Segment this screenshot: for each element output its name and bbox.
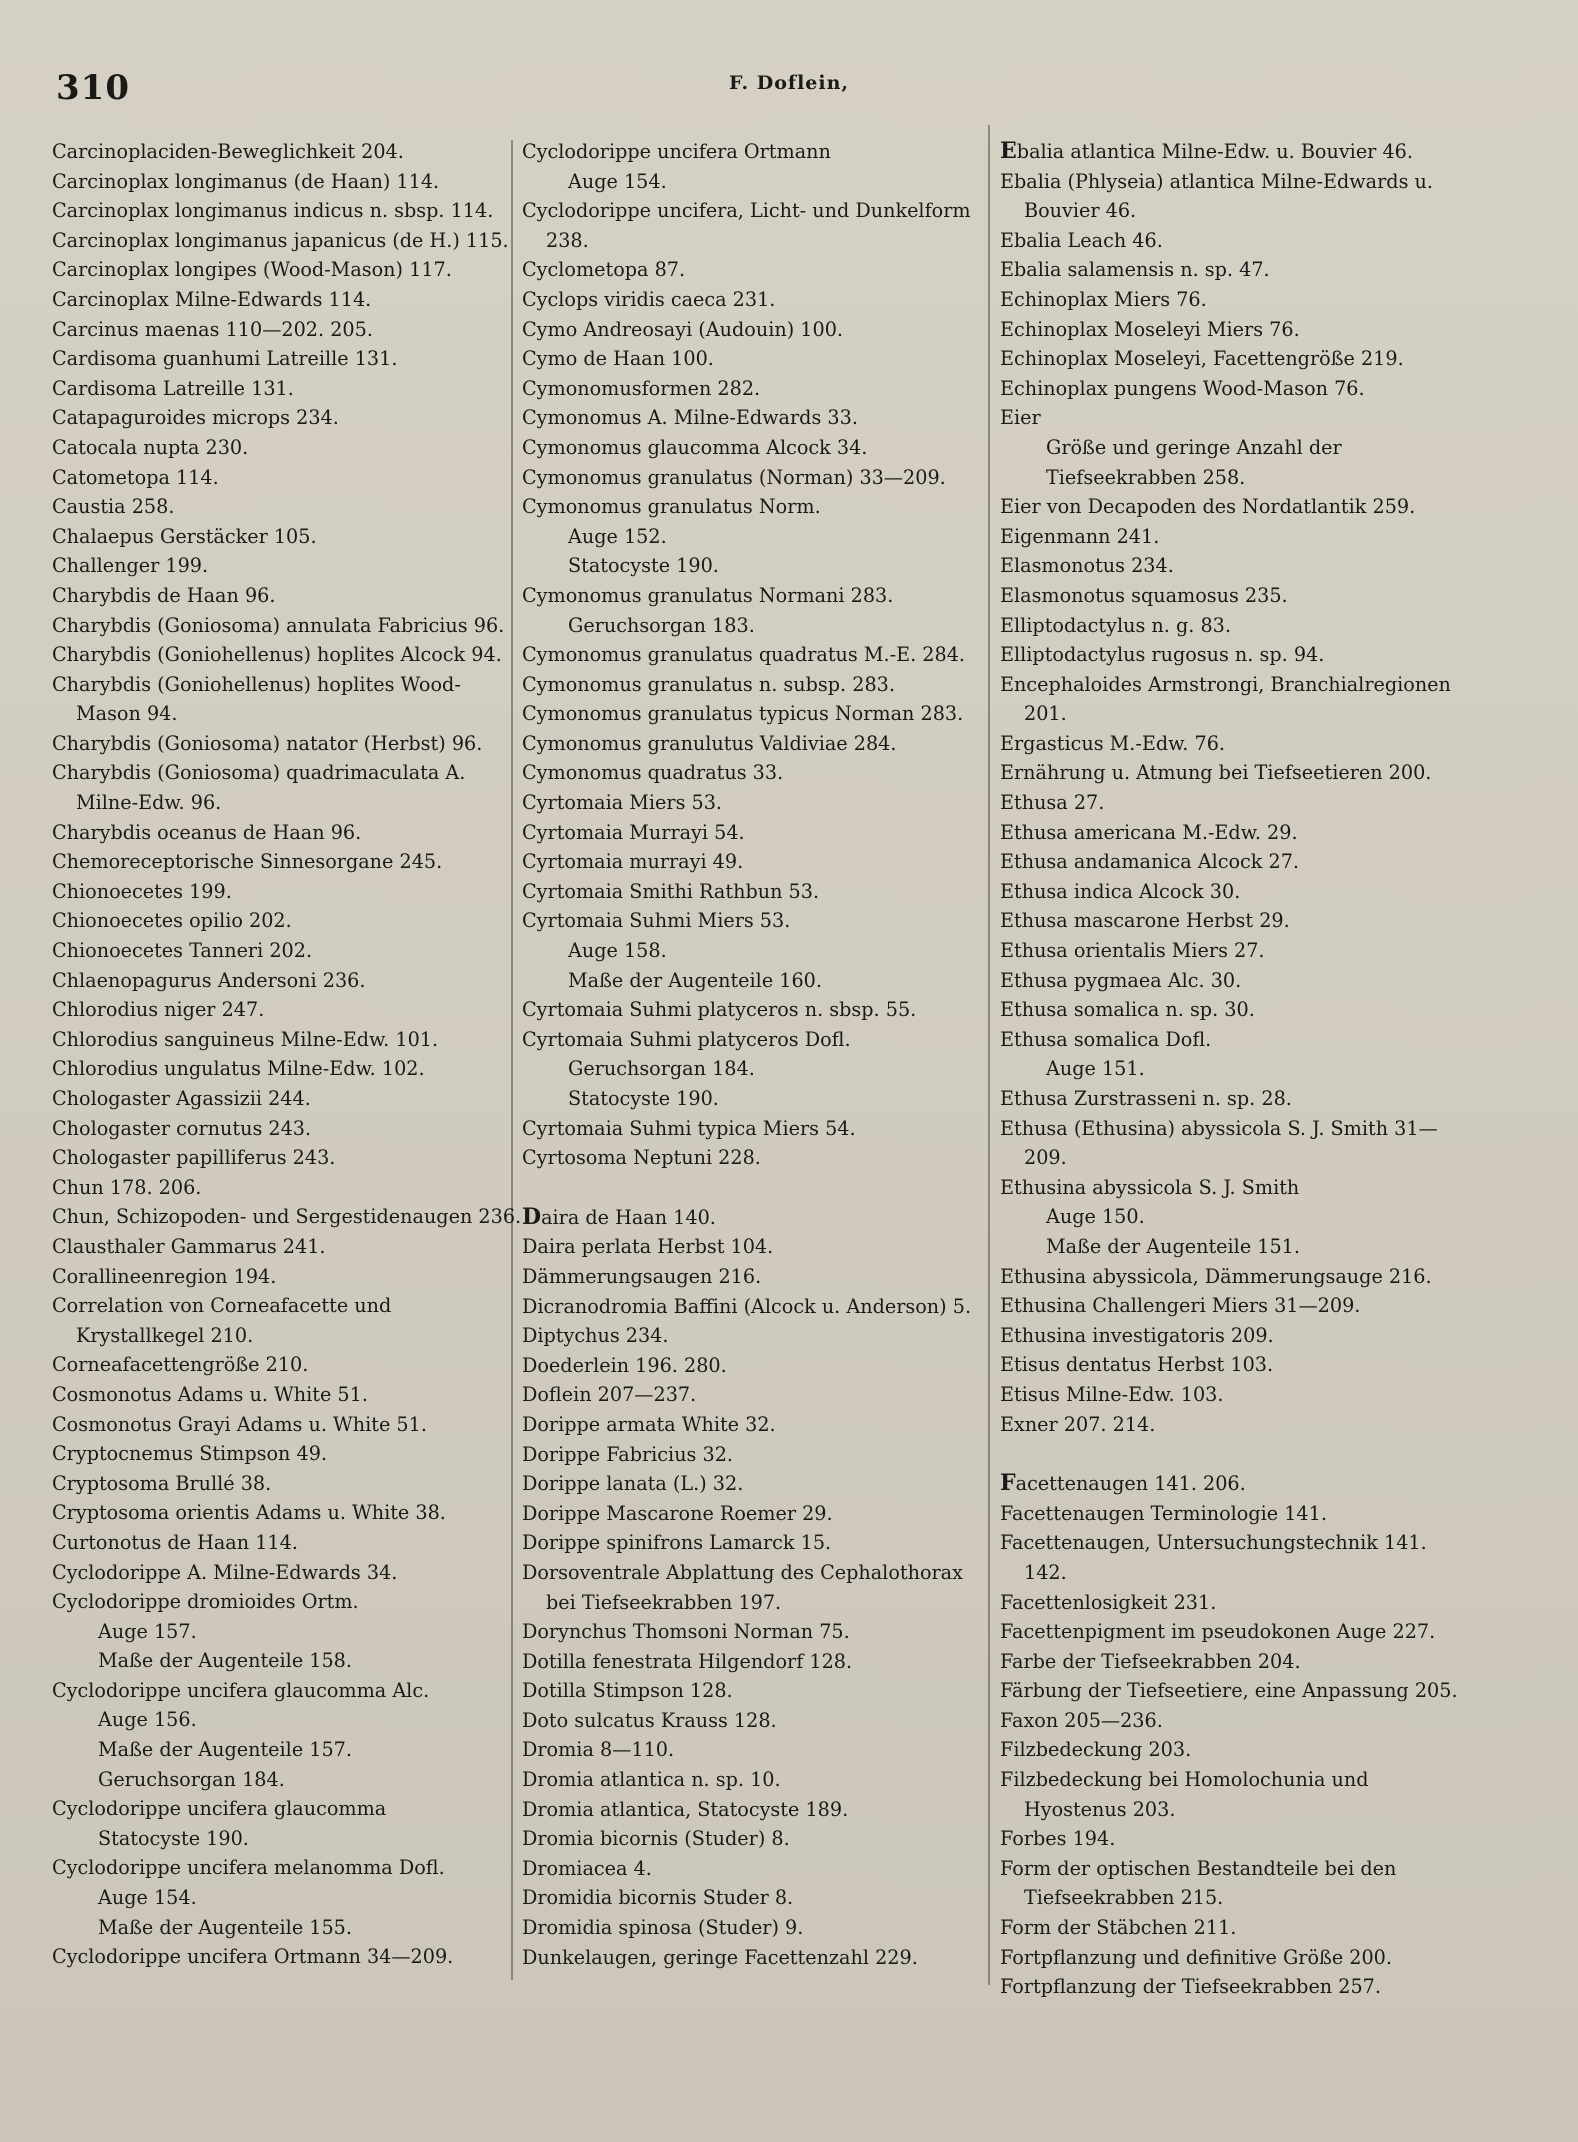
index-entry: Chlorodius niger 247. <box>52 998 265 1022</box>
index-entry: Dotilla fenestrata Hilgendorf 128. <box>522 1649 853 1673</box>
running-head: F. Doflein, <box>728 72 850 94</box>
index-entry: Dorippe spinifrons Lamarck 15. <box>522 1531 832 1555</box>
index-entry: Faxon 205—236. <box>1000 1708 1163 1732</box>
index-entry: Ergasticus M.-Edw. 76. <box>1000 731 1226 755</box>
index-entry: Carcinoplax longimanus japanicus (de H.) 115. <box>52 228 509 252</box>
index-column-2 <box>522 137 992 1972</box>
index-entry: Dorynchus Thomsoni Norman 75. <box>522 1620 850 1644</box>
index-entry: Cyclodorippe uncifera melanomma Dofl. <box>52 1856 445 1880</box>
index-subentry: Auge 154. <box>98 1886 197 1910</box>
index-entry: Charybdis (Goniohellenus) hoplites Wood-Mason 94. <box>52 672 461 726</box>
index-entry: Ebalia salamensis n. sp. 47. <box>1000 258 1270 282</box>
index-entry: Dorippe lanata (L.) 32. <box>522 1472 744 1496</box>
index-subentry: Auge 151. <box>1046 1057 1145 1081</box>
index-entry: Filzbedeckung bei Homolochunia und Hyostenus 203. <box>1000 1768 1369 1821</box>
index-entry: Ethusina Challengeri Miers 31—209. <box>1000 1294 1361 1318</box>
index-entry: Ethusa orientalis Miers 27. <box>1000 939 1265 963</box>
index-entry: Dämmerungsaugen 216. <box>522 1264 762 1288</box>
index-entry: Cymonomus granulatus (Norman) 33—209. <box>522 465 946 489</box>
index-entry: Cyclops viridis caeca 231. <box>522 287 776 311</box>
index-entry: Ethusa 27. <box>1000 791 1105 815</box>
index-entry: Dicranodromia Baffini (Alcock u. Anderson) 5. <box>522 1294 972 1318</box>
index-entry: Cyrtomaia Miers 53. <box>522 791 723 815</box>
index-entry: Fortpflanzung der Tiefseekrabben 257. <box>1000 1975 1381 1999</box>
index-entry: Cyclodorippe uncifera glaucomma Alc. <box>52 1678 430 1702</box>
index-subentry: Geruchsorgan 183. <box>568 613 755 637</box>
index-entry: Färbung der Tiefseetiere, eine Anpassung 205. <box>1000 1679 1458 1703</box>
index-entry: Ethusa pygmaea Alc. 30. <box>1000 968 1242 992</box>
index-entry: Elasmonotus 234. <box>1000 554 1174 578</box>
index-subentry: Maße der Augenteile 151. <box>1046 1234 1300 1258</box>
index-subentry: Auge 152. <box>568 524 667 548</box>
index-entry: Ebalia Leach 46. <box>1000 228 1163 252</box>
index-entry: Filzbedeckung 203. <box>1000 1738 1192 1762</box>
index-entry: Caustia 258. <box>52 495 175 519</box>
index-entry: Cyclodorippe uncifera Ortmann <box>522 140 831 163</box>
index-entry: Cymonomus granulatus Norm. <box>522 495 821 519</box>
index-entry: Cymonomus glaucomma Alcock 34. <box>522 435 868 459</box>
index-entry: Cymonomus granulutus Valdiviae 284. <box>522 731 897 755</box>
index-entry: Dromia atlantica, Statocyste 189. <box>522 1797 849 1821</box>
index-entry: Elliptodactylus rugosus n. sp. 94. <box>1000 643 1325 667</box>
index-entry: Cyrtomaia Suhmi platyceros n. sbsp. 55. <box>522 998 917 1022</box>
index-entry: Ethusina abyssicola, Dämmerungsauge 216. <box>1000 1264 1432 1288</box>
index-entry: Eigenmann 241. <box>1000 524 1160 548</box>
index-subentry: Maße der Augenteile 155. <box>98 1915 352 1939</box>
index-entry: Chalaepus Gerstäcker 105. <box>52 524 317 548</box>
index-entry: Dorippe Fabricius 32. <box>522 1442 734 1466</box>
index-entry: Dorsoventrale Abplattung des Cephalothorax bei Tiefseekrabben 197. <box>522 1560 963 1614</box>
index-entry: Chologaster Agassizii 244. <box>52 1087 311 1110</box>
index-entry: Charybdis (Goniosoma) natator (Herbst) 96. <box>52 731 483 755</box>
index-entry: Eier von Decapoden des Nordatlantik 259. <box>1000 495 1416 519</box>
index-entry: Charybdis oceanus de Haan 96. <box>52 820 362 844</box>
index-entry: Dromiacea 4. <box>522 1856 652 1880</box>
index-entry: Carcinoplax longipes (Wood-Mason) 117. <box>52 258 452 282</box>
index-entry: Chemoreceptorische Sinnesorgane 245. <box>52 850 443 874</box>
index-entry: Cyrtomaia Suhmi Miers 53. <box>522 909 791 933</box>
index-subentry: Auge 154. <box>568 169 667 193</box>
index-entry: Facettenaugen Terminologie 141. <box>1000 1501 1327 1525</box>
index-subentry: Auge 150. <box>1046 1205 1145 1229</box>
index-entry: Etisus dentatus Herbst 103. <box>1000 1353 1274 1377</box>
index-entry: Charybdis de Haan 96. <box>52 583 276 607</box>
index-entry: Cyrtomaia Smithi Rathbun 53. <box>522 879 820 903</box>
index-entry: Cyclodorippe A. Milne-Edwards 34. <box>52 1560 398 1584</box>
page-number: 310 <box>56 68 130 108</box>
index-entry: Ethusa andamanica Alcock 27. <box>1000 850 1300 874</box>
index-entry: Chlorodius sanguineus Milne-Edw. 101. <box>52 1027 439 1051</box>
index-subentry: Größe und geringe Anzahl der Tiefseekrabben 258. <box>1046 435 1342 489</box>
index-entry: Doto sulcatus Krauss 128. <box>522 1708 777 1732</box>
index-entry: Ethusina abyssicola S. J. Smith <box>1000 1175 1300 1199</box>
index-entry: Cyclodorippe uncifera glaucomma <box>52 1797 387 1821</box>
index-entry: Corallineenregion 194. <box>52 1264 277 1288</box>
index-entry: Cymonomus A. Milne-Edwards 33. <box>522 406 858 430</box>
index-entry: Cyrtomaia Murrayi 54. <box>522 820 745 844</box>
index-entry: Cymonomus quadratus 33. <box>522 761 784 785</box>
index-entry: Ethusa Zurstrasseni n. sp. 28. <box>1000 1087 1292 1110</box>
index-entry: Dunkelaugen, geringe Facettenzahl 229. <box>522 1945 918 1969</box>
index-entry: Charybdis (Goniosoma) annulata Fabricius 96. <box>52 613 505 637</box>
index-entry: Dorippe Mascarone Roemer 29. <box>522 1501 833 1525</box>
index-entry: Elasmonotus squamosus 235. <box>1000 583 1288 607</box>
index-subentry: Auge 158. <box>568 939 667 963</box>
index-entry: Cyclodorippe dromioides Ortm. <box>52 1590 359 1614</box>
index-subentry: Statocyste 190. <box>98 1826 249 1850</box>
index-entry: Ebalia (Phlyseia) atlantica Milne-Edwards u. Bouvier 46. <box>1000 169 1433 223</box>
index-entry: Facettenlosigkeit 231. <box>1000 1590 1217 1614</box>
index-column-1 <box>52 137 522 1972</box>
index-entry: Etisus Milne-Edw. 103. <box>1000 1382 1224 1406</box>
index-entry: Chologaster cornutus 243. <box>52 1116 312 1140</box>
index-entry: Cyrtomaia murrayi 49. <box>522 850 744 874</box>
index-subentry: Geruchsorgan 184. <box>568 1057 755 1081</box>
index-entry: Correlation von Corneafacette und Krystallkegel 210. <box>52 1294 392 1347</box>
index-entry: Carcinoplax longimanus (de Haan) 114. <box>52 169 440 193</box>
index-entry: Fortpflanzung und definitive Größe 200. <box>1000 1945 1392 1969</box>
index-entry: Doederlein 196. 280. <box>522 1353 727 1377</box>
page-header <box>0 68 1578 108</box>
index-entry: Carcinus maenas 110—202. 205. <box>52 317 373 341</box>
index-entry: Carcinoplaciden-Beweglichkeit 204. <box>52 140 404 163</box>
index-entry: Dotilla Stimpson 128. <box>522 1679 733 1703</box>
index-entry: Chlorodius ungulatus Milne-Edw. 102. <box>52 1057 425 1081</box>
index-entry: Chlaenopagurus Andersoni 236. <box>52 968 366 992</box>
index-entry: Dromia atlantica n. sp. 10. <box>522 1768 781 1792</box>
index-entry: Elliptodactylus n. g. 83. <box>1000 613 1231 637</box>
index-entry: Ethusa somalica Dofl. <box>1000 1027 1212 1051</box>
index-entry: Exner 207. 214. <box>1000 1412 1156 1436</box>
index-entry: Cyrtomaia Suhmi typica Miers 54. <box>522 1116 856 1140</box>
index-entry: Dromidia bicornis Studer 8. <box>522 1886 794 1910</box>
index-entry: Diptychus 234. <box>522 1324 669 1348</box>
index-entry: Dorippe armata White 32. <box>522 1412 776 1436</box>
index-entry: Curtonotus de Haan 114. <box>52 1530 298 1554</box>
index-entry: Farbe der Tiefseekrabben 204. <box>1000 1649 1301 1673</box>
index-entry: Dromia 8—110. <box>522 1738 675 1762</box>
index-entry: Cyclodorippe uncifera, Licht- und Dunkelform 238. <box>522 199 971 252</box>
index-entry: Form der Stäbchen 211. <box>1000 1916 1237 1940</box>
index-entry: Ethusa indica Alcock 30. <box>1000 879 1241 903</box>
index-subentry: Maße der Augenteile 160. <box>568 968 822 992</box>
index-entry: Encephaloides Armstrongi, Branchialregionen 201. <box>1000 672 1451 726</box>
index-entry: Cyrtosoma Neptuni 228. <box>522 1146 761 1170</box>
index-entry: Echinoplax Moseleyi Miers 76. <box>1000 317 1300 341</box>
index-entry: Chionoecetes 199. <box>52 879 232 903</box>
index-entry: Ethusa (Ethusina) abyssicola S. J. Smith 31—209. <box>1000 1116 1438 1170</box>
index-entry: Cryptocnemus Stimpson 49. <box>52 1442 328 1466</box>
index-entry: Cymonomus granulatus Normani 283. <box>522 583 894 607</box>
index-entry: Chologaster papilliferus 243. <box>52 1146 336 1170</box>
index-entry: Cardisoma guanhumi Latreille 131. <box>52 347 398 371</box>
index-entry: Catocala nupta 230. <box>52 435 249 459</box>
index-entry: Cymonomusformen 282. <box>522 376 761 400</box>
index-entry: Dromidia spinosa (Studer) 9. <box>522 1916 804 1940</box>
index-entry: Charybdis (Goniohellenus) hoplites Alcock 94. <box>52 643 502 667</box>
index-entry: Ethusa mascarone Herbst 29. <box>1000 909 1290 933</box>
index-entry: Cyclometopa 87. <box>522 258 686 282</box>
index-subentry: Auge 157. <box>98 1619 197 1643</box>
index-entry: Challenger 199. <box>52 554 209 578</box>
index-entry: Ethusina investigatoris 209. <box>1000 1323 1274 1347</box>
index-entry: Echinoplax pungens Wood-Mason 76. <box>1000 376 1365 400</box>
index-entry: Carcinoplax longimanus indicus n. sbsp. 114. <box>52 199 494 223</box>
index-entry: Dromia bicornis (Studer) 8. <box>522 1827 790 1851</box>
index-entry: Facettenaugen, Untersuchungstechnik 141. 142. <box>1000 1531 1427 1584</box>
index-entry: Corneafacettengröße 210. <box>52 1353 309 1377</box>
index-entry: Chun, Schizopoden- und Sergestidenaugen 236. <box>52 1205 522 1229</box>
index-entry: Cymonomus granulatus n. subsp. 283. <box>522 672 895 696</box>
index-entry: Doflein 207—237. <box>522 1383 697 1407</box>
index-entry: Echinoplax Moseleyi, Facettengröße 219. <box>1000 347 1404 371</box>
index-entry: Carcinoplax Milne-Edwards 114. <box>52 287 372 311</box>
index-subentry: Statocyste 190. <box>568 1087 719 1110</box>
index-subentry: Maße der Augenteile 158. <box>98 1649 352 1673</box>
index-entry: Chionoecetes Tanneri 202. <box>52 939 313 963</box>
index-entry: Form der optischen Bestandteile bei den Tiefseekrabben 215. <box>1000 1856 1397 1910</box>
section-gap <box>522 1173 992 1203</box>
index-entry: Eier <box>1000 406 1041 430</box>
index-entry: Echinoplax Miers 76. <box>1000 287 1207 311</box>
index-entry: Catapaguroides microps 234. <box>52 406 339 430</box>
section-gap <box>1000 1439 1472 1469</box>
index-entry: Facettenaugen 141. 206. <box>1000 1470 1246 1497</box>
index-subentry: Statocyste 190. <box>568 554 719 578</box>
index-entry: Cosmonotus Grayi Adams u. White 51. <box>52 1412 427 1436</box>
index-entry: Cymo de Haan 100. <box>522 347 714 371</box>
index-entry: Catometopa 114. <box>52 465 219 489</box>
index-entry: Ernährung u. Atmung bei Tiefseetieren 200. <box>1000 761 1432 785</box>
index-entry: Cryptosoma Brullé 38. <box>52 1471 272 1495</box>
index-column-3 <box>1000 137 1472 2002</box>
index-entry: Daira perlata Herbst 104. <box>522 1235 774 1259</box>
index-entry: Ebalia atlantica Milne-Edw. u. Bouvier 46. <box>1000 138 1413 164</box>
index-entry: Chionoecetes opilio 202. <box>52 909 292 933</box>
index-entry: Cosmonotus Adams u. White 51. <box>52 1382 368 1406</box>
index-subentry: Maße der Augenteile 157. <box>98 1738 352 1762</box>
index-entry: Cyrtomaia Suhmi platyceros Dofl. <box>522 1027 851 1051</box>
index-entry: Charybdis (Goniosoma) quadrimaculata A. Milne-Edw. 96. <box>52 761 466 815</box>
index-entry: Cymonomus granulatus typicus Norman 283. <box>522 702 964 726</box>
index-subentry: Auge 156. <box>98 1708 197 1732</box>
index-entry: Daira de Haan 140. <box>522 1203 716 1230</box>
index-subentry: Geruchsorgan 184. <box>98 1767 285 1791</box>
index-entry: Chun 178. 206. <box>52 1175 202 1199</box>
index-entry: Cryptosoma orientis Adams u. White 38. <box>52 1501 446 1525</box>
index-entry: Facettenpigment im pseudokonen Auge 227. <box>1000 1620 1436 1644</box>
index-entry: Clausthaler Gammarus 241. <box>52 1234 326 1258</box>
index-entry: Ethusa americana M.-Edw. 29. <box>1000 820 1298 844</box>
index-entry: Cymo Andreosayi (Audouin) 100. <box>522 317 843 341</box>
index-entry: Cardisoma Latreille 131. <box>52 376 294 400</box>
index-entry: Cyclodorippe uncifera Ortmann 34—209. <box>52 1945 454 1969</box>
index-entry: Cymonomus granulatus quadratus M.-E. 284. <box>522 643 966 667</box>
index-entry: Forbes 194. <box>1000 1827 1116 1851</box>
index-entry: Ethusa somalica n. sp. 30. <box>1000 998 1255 1022</box>
